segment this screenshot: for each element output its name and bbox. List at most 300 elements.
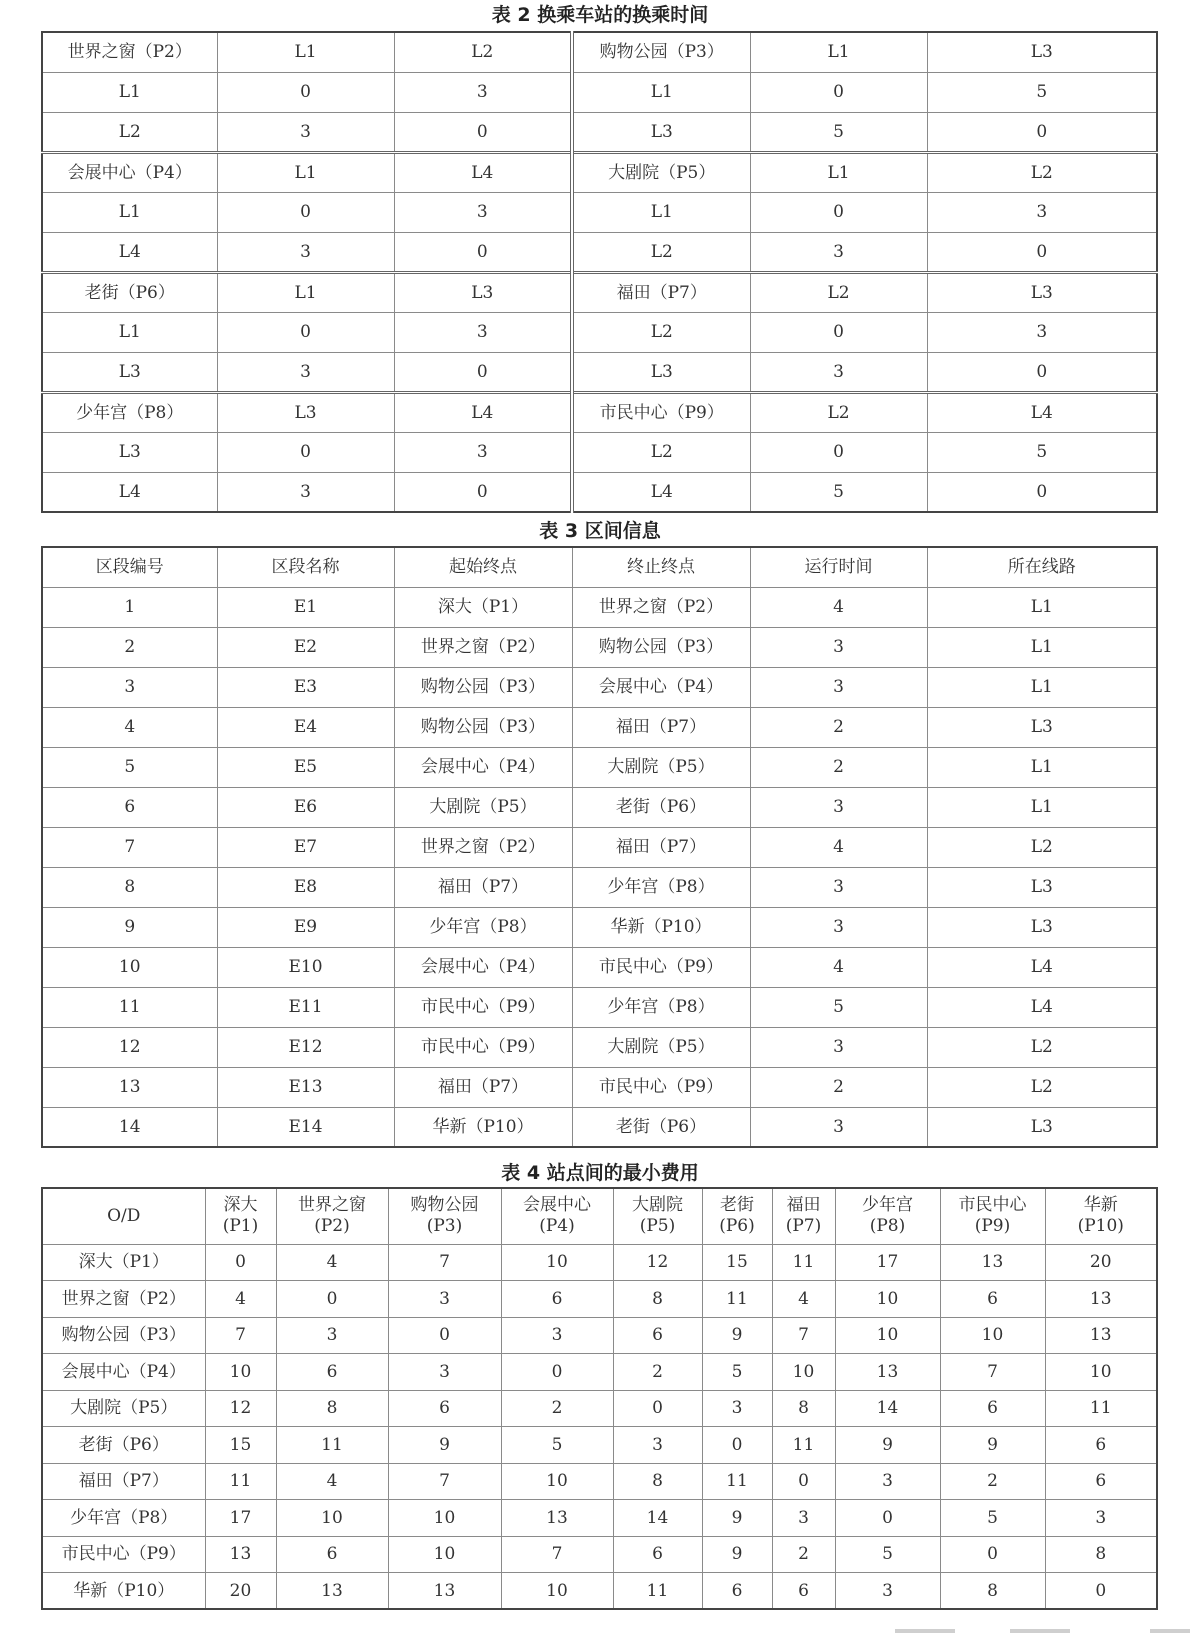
table-cell: 8 <box>772 1390 835 1427</box>
table-cell: E8 <box>217 867 394 907</box>
table-cell: L1 <box>927 667 1157 707</box>
table-cell: 3 <box>217 112 394 152</box>
table-cell: E14 <box>217 1107 394 1147</box>
table-cell: 20 <box>1045 1244 1157 1281</box>
station-code: (P9) <box>974 1216 1011 1237</box>
table-cell: L1 <box>217 272 394 312</box>
table-cell: 4 <box>276 1244 388 1281</box>
station-name: 大剧院 <box>632 1195 683 1216</box>
row-header: 市民中心（P9） <box>42 1536 205 1573</box>
table-cell: 10 <box>501 1573 613 1610</box>
table-cell: 3 <box>613 1427 702 1464</box>
segment-info-table <box>41 546 1158 1148</box>
table-cell: 13 <box>835 1354 940 1391</box>
table-cell: 9 <box>702 1317 772 1354</box>
table-cell: L3 <box>42 432 217 472</box>
table-cell: L3 <box>927 707 1157 747</box>
table-cell: 会展中心（P4） <box>394 947 572 987</box>
table2-caption: 表 2 换乘车站的换乘时间 <box>491 4 709 26</box>
table-cell: E9 <box>217 907 394 947</box>
table-cell: 13 <box>1045 1317 1157 1354</box>
table-cell: 5 <box>940 1500 1045 1537</box>
table-cell: 0 <box>927 472 1157 512</box>
table-cell: 10 <box>501 1244 613 1281</box>
table-row <box>42 1027 1157 1067</box>
station-name-cell: 福田（P7） <box>572 272 750 312</box>
table-cell: 14 <box>835 1390 940 1427</box>
table-cell: 购物公园（P3） <box>572 627 750 667</box>
row-header: 福田（P7） <box>42 1463 205 1500</box>
table-cell: 3 <box>217 232 394 272</box>
table-cell: 11 <box>276 1427 388 1464</box>
row-header: 世界之窗（P2） <box>42 1281 205 1318</box>
station-name-cell: 老街（P6） <box>42 272 217 312</box>
table-row <box>42 72 1157 112</box>
table-cell: 8 <box>276 1390 388 1427</box>
station-code: (P7) <box>785 1216 822 1237</box>
table-cell: 9 <box>702 1536 772 1573</box>
table-cell: 10 <box>835 1281 940 1318</box>
table-row <box>42 472 1157 512</box>
table-cell: 7 <box>42 827 217 867</box>
table-cell: 14 <box>42 1107 217 1147</box>
table-cell: 11 <box>702 1281 772 1318</box>
table-cell: 0 <box>217 312 394 352</box>
table-cell: L4 <box>394 392 572 432</box>
table-row <box>42 1573 1157 1610</box>
table-cell: 3 <box>750 627 927 667</box>
table-cell: 3 <box>394 192 572 232</box>
table-cell: 3 <box>394 72 572 112</box>
table-cell: 3 <box>217 472 394 512</box>
table-cell: 2 <box>750 707 927 747</box>
table-cell: L1 <box>750 152 927 192</box>
table-cell: 0 <box>1045 1573 1157 1610</box>
table-row <box>42 1281 1157 1318</box>
table-cell: 2 <box>613 1354 702 1391</box>
table-cell: 3 <box>750 907 927 947</box>
table-cell: 7 <box>388 1244 501 1281</box>
table-cell: 0 <box>927 112 1157 152</box>
table-cell: 7 <box>388 1463 501 1500</box>
table-cell: 5 <box>750 472 927 512</box>
column-header <box>940 1188 1045 1244</box>
table-cell: 5 <box>835 1536 940 1573</box>
table-cell: 2 <box>501 1390 613 1427</box>
table-row <box>42 627 1157 667</box>
table-cell: 6 <box>276 1536 388 1573</box>
table-cell: 10 <box>501 1463 613 1500</box>
table-row <box>42 947 1157 987</box>
table-cell: 0 <box>750 72 927 112</box>
table-cell: L3 <box>572 112 750 152</box>
table-row <box>42 1107 1157 1147</box>
table-cell: L2 <box>927 1027 1157 1067</box>
table-cell: 少年宫（P8） <box>394 907 572 947</box>
table-cell: E6 <box>217 787 394 827</box>
station-name-cell: 会展中心（P4） <box>42 152 217 192</box>
table-cell: 0 <box>217 192 394 232</box>
table-cell: 福田（P7） <box>394 867 572 907</box>
table-cell: 6 <box>940 1390 1045 1427</box>
table-cell: 0 <box>394 472 572 512</box>
table-cell: 11 <box>772 1427 835 1464</box>
table-cell: 3 <box>927 312 1157 352</box>
table-cell: 13 <box>205 1536 276 1573</box>
table-cell: 17 <box>835 1244 940 1281</box>
table-cell: 3 <box>388 1354 501 1391</box>
table-cell: 14 <box>613 1500 702 1537</box>
table-cell: 6 <box>42 787 217 827</box>
table-row <box>42 1244 1157 1281</box>
table-cell: E10 <box>217 947 394 987</box>
table-cell: 5 <box>927 72 1157 112</box>
table-cell: 6 <box>388 1390 501 1427</box>
table-row <box>42 987 1157 1027</box>
row-header: 华新（P10） <box>42 1573 205 1610</box>
column-header: 区段名称 <box>217 547 394 587</box>
table-cell: 0 <box>772 1463 835 1500</box>
table-cell: 6 <box>276 1354 388 1391</box>
table-row <box>42 312 1157 352</box>
table-cell: 7 <box>772 1317 835 1354</box>
table-cell: L4 <box>927 987 1157 1027</box>
table-cell: 3 <box>772 1500 835 1537</box>
table-cell: 6 <box>1045 1463 1157 1500</box>
table-cell: 4 <box>750 947 927 987</box>
table-cell: 10 <box>835 1317 940 1354</box>
table-cell: 3 <box>42 667 217 707</box>
table-cell: 12 <box>205 1390 276 1427</box>
table-cell: L2 <box>750 392 927 432</box>
table-cell: 8 <box>1045 1536 1157 1573</box>
table-cell: E2 <box>217 627 394 667</box>
table-cell: 8 <box>42 867 217 907</box>
table-cell: 3 <box>750 1107 927 1147</box>
table-cell: 老街（P6） <box>572 1107 750 1147</box>
table-cell: 0 <box>940 1536 1045 1573</box>
table-cell: L1 <box>927 747 1157 787</box>
table-cell: 2 <box>42 627 217 667</box>
table-cell: 3 <box>750 787 927 827</box>
table-cell: L4 <box>572 472 750 512</box>
table-cell: L2 <box>42 112 217 152</box>
table-cell: 少年宫（P8） <box>572 867 750 907</box>
table-cell: 3 <box>276 1317 388 1354</box>
table-cell: 10 <box>940 1317 1045 1354</box>
row-header: 购物公园（P3） <box>42 1317 205 1354</box>
table-cell: 3 <box>394 432 572 472</box>
column-header <box>276 1188 388 1244</box>
table-cell: 13 <box>501 1500 613 1537</box>
table-cell: 13 <box>276 1573 388 1610</box>
table-cell: 15 <box>702 1244 772 1281</box>
table-cell: 5 <box>501 1427 613 1464</box>
station-name: 购物公园 <box>410 1195 479 1216</box>
table-cell: 4 <box>750 827 927 867</box>
table-cell: L2 <box>572 232 750 272</box>
table-cell: 购物公园（P3） <box>394 667 572 707</box>
table-cell: 10 <box>772 1354 835 1391</box>
table-cell: L3 <box>572 352 750 392</box>
table-row <box>42 1390 1157 1427</box>
station-header-row <box>42 152 1157 192</box>
table-row <box>42 707 1157 747</box>
table-cell: 11 <box>205 1463 276 1500</box>
table-cell: 12 <box>42 1027 217 1067</box>
table-cell: 会展中心（P4） <box>572 667 750 707</box>
station-code: (P1) <box>222 1216 259 1237</box>
table-cell: L1 <box>572 192 750 232</box>
table-cell: L3 <box>927 1107 1157 1147</box>
table-cell: 5 <box>750 987 927 1027</box>
table-row <box>42 1500 1157 1537</box>
table-cell: 7 <box>501 1536 613 1573</box>
table-cell: 0 <box>702 1427 772 1464</box>
station-name: 市民中心 <box>958 1195 1027 1216</box>
table-cell: 3 <box>750 352 927 392</box>
table-cell: L1 <box>572 72 750 112</box>
table-row <box>42 747 1157 787</box>
table-cell: 大剧院（P5） <box>572 747 750 787</box>
table-cell: 7 <box>940 1354 1045 1391</box>
column-header <box>613 1188 702 1244</box>
station-header-row <box>42 32 1157 72</box>
table-cell: 11 <box>42 987 217 1027</box>
table3-caption: 表 3 区间信息 <box>539 520 661 542</box>
table-cell: 9 <box>702 1500 772 1537</box>
od-corner-cell: O/D <box>42 1188 205 1244</box>
table-cell: 福田（P7） <box>394 1067 572 1107</box>
table-cell: 4 <box>42 707 217 747</box>
table-cell: 0 <box>835 1500 940 1537</box>
row-header: 会展中心（P4） <box>42 1354 205 1391</box>
table-row <box>42 827 1157 867</box>
table-cell: 2 <box>940 1463 1045 1500</box>
table-cell: 少年宫（P8） <box>572 987 750 1027</box>
table-row <box>42 1536 1157 1573</box>
station-code: (P4) <box>539 1216 575 1237</box>
table-row <box>42 352 1157 392</box>
column-header: 区段编号 <box>42 547 217 587</box>
table-row <box>42 432 1157 472</box>
table-cell: 5 <box>927 432 1157 472</box>
table-cell: 0 <box>394 352 572 392</box>
station-code: (P6) <box>719 1216 755 1237</box>
table-cell: 6 <box>772 1573 835 1610</box>
column-header: 终止终点 <box>572 547 750 587</box>
table-row <box>42 112 1157 152</box>
table-cell: 11 <box>1045 1390 1157 1427</box>
table4-caption: 表 4 站点间的最小费用 <box>501 1162 699 1184</box>
table-cell: L3 <box>927 32 1157 72</box>
table-cell: 10 <box>388 1536 501 1573</box>
table-cell: 0 <box>276 1281 388 1318</box>
station-name: 老街 <box>720 1195 754 1216</box>
table-cell: E13 <box>217 1067 394 1107</box>
table-cell: 10 <box>205 1354 276 1391</box>
table-cell: E4 <box>217 707 394 747</box>
column-header <box>205 1188 276 1244</box>
station-code: (P3) <box>426 1216 463 1237</box>
table-cell: 3 <box>702 1390 772 1427</box>
table-cell: E12 <box>217 1027 394 1067</box>
column-header: 运行时间 <box>750 547 927 587</box>
table-cell: L1 <box>927 787 1157 827</box>
table-row <box>42 192 1157 232</box>
page-edge-mark <box>895 1629 955 1633</box>
table-cell: 7 <box>205 1317 276 1354</box>
station-header-row <box>42 272 1157 312</box>
station-header-row <box>42 392 1157 432</box>
table-cell: 福田（P7） <box>572 827 750 867</box>
table-cell: 10 <box>388 1500 501 1537</box>
table-cell: 2 <box>772 1536 835 1573</box>
table-cell: 市民中心（P9） <box>572 1067 750 1107</box>
table-cell: L3 <box>927 907 1157 947</box>
table-cell: 6 <box>940 1281 1045 1318</box>
page-edge-mark <box>1150 1629 1190 1633</box>
table-cell: 9 <box>388 1427 501 1464</box>
table-row <box>42 1067 1157 1107</box>
table-cell: 4 <box>205 1281 276 1318</box>
table-cell: 3 <box>835 1463 940 1500</box>
table-cell: L3 <box>42 352 217 392</box>
station-name-cell: 购物公园（P3） <box>572 32 750 72</box>
table-cell: 购物公园（P3） <box>394 707 572 747</box>
table-cell: L3 <box>927 867 1157 907</box>
table-cell: 福田（P7） <box>572 707 750 747</box>
table-cell: 0 <box>394 112 572 152</box>
transfer-time-table <box>41 31 1158 513</box>
table-row <box>42 1427 1157 1464</box>
column-header <box>835 1188 940 1244</box>
row-header: 深大（P1） <box>42 1244 205 1281</box>
column-header <box>501 1188 613 1244</box>
table-cell: 17 <box>205 1500 276 1537</box>
table-cell: L2 <box>394 32 572 72</box>
table-cell: L1 <box>42 72 217 112</box>
table-cell: 12 <box>613 1244 702 1281</box>
table-cell: L2 <box>572 312 750 352</box>
table-cell: L1 <box>217 32 394 72</box>
table-cell: 5 <box>42 747 217 787</box>
table-row <box>42 867 1157 907</box>
table-cell: L4 <box>927 392 1157 432</box>
table-cell: 3 <box>750 1027 927 1067</box>
table-cell: 3 <box>1045 1500 1157 1537</box>
table-cell: 3 <box>750 867 927 907</box>
table-cell: 3 <box>750 232 927 272</box>
table-cell: 8 <box>613 1281 702 1318</box>
table-cell: 4 <box>276 1463 388 1500</box>
table-cell: L3 <box>394 272 572 312</box>
table-cell: L4 <box>927 947 1157 987</box>
table-cell: 10 <box>1045 1354 1157 1391</box>
table-cell: 老街（P6） <box>572 787 750 827</box>
column-header <box>1045 1188 1157 1244</box>
table-cell: 9 <box>42 907 217 947</box>
table-cell: 3 <box>750 667 927 707</box>
table-cell: L4 <box>42 472 217 512</box>
table-cell: L2 <box>572 432 750 472</box>
table-cell: 11 <box>613 1573 702 1610</box>
table-cell: 2 <box>750 1067 927 1107</box>
table-cell: 4 <box>750 587 927 627</box>
table-cell: L1 <box>42 312 217 352</box>
table-cell: 0 <box>501 1354 613 1391</box>
table-cell: L2 <box>927 1067 1157 1107</box>
table-cell: 15 <box>205 1427 276 1464</box>
table-cell: L1 <box>750 32 927 72</box>
table-cell: L3 <box>927 272 1157 312</box>
table-cell: 13 <box>388 1573 501 1610</box>
table-cell: 3 <box>217 352 394 392</box>
column-header: 所在线路 <box>927 547 1157 587</box>
table-cell: 0 <box>217 72 394 112</box>
table-cell: 3 <box>501 1317 613 1354</box>
station-name: 华新 <box>1083 1195 1118 1216</box>
table-row <box>42 587 1157 627</box>
row-header: 大剧院（P5） <box>42 1390 205 1427</box>
table-cell: 0 <box>613 1390 702 1427</box>
table-cell: 8 <box>613 1463 702 1500</box>
table-cell: L4 <box>394 152 572 192</box>
table-cell: 0 <box>927 352 1157 392</box>
table-cell: 2 <box>750 747 927 787</box>
table-row <box>42 907 1157 947</box>
station-code: (P10) <box>1077 1216 1124 1237</box>
station-name-cell: 市民中心（P9） <box>572 392 750 432</box>
table-cell: 大剧院（P5） <box>394 787 572 827</box>
table-cell: 0 <box>927 232 1157 272</box>
station-name: 世界之窗 <box>298 1195 366 1216</box>
station-name: 福田 <box>786 1195 821 1216</box>
station-name: 深大 <box>223 1195 258 1216</box>
column-header <box>772 1188 835 1244</box>
table-cell: E7 <box>217 827 394 867</box>
station-name: 少年宫 <box>862 1195 913 1216</box>
page-edge-mark <box>1010 1629 1070 1633</box>
station-name-cell: 世界之窗（P2） <box>42 32 217 72</box>
table-cell: 世界之窗（P2） <box>394 627 572 667</box>
table-cell: 大剧院（P5） <box>572 1027 750 1067</box>
station-name-cell: 少年宫（P8） <box>42 392 217 432</box>
table-cell: 9 <box>835 1427 940 1464</box>
table-cell: 3 <box>388 1281 501 1318</box>
table-header-row <box>42 547 1157 587</box>
table-cell: 市民中心（P9） <box>394 987 572 1027</box>
table-header-row <box>42 1188 1157 1244</box>
table-cell: L1 <box>927 587 1157 627</box>
table-row <box>42 1317 1157 1354</box>
table-cell: L3 <box>217 392 394 432</box>
table-cell: 0 <box>217 432 394 472</box>
table-cell: L1 <box>217 152 394 192</box>
table-cell: 深大（P1） <box>394 587 572 627</box>
table-cell: 5 <box>702 1354 772 1391</box>
table-cell: 6 <box>501 1281 613 1318</box>
column-header <box>388 1188 501 1244</box>
table-cell: 0 <box>750 192 927 232</box>
table-cell: 6 <box>613 1536 702 1573</box>
table-cell: 3 <box>394 312 572 352</box>
table-cell: L2 <box>927 152 1157 192</box>
table-cell: 13 <box>1045 1281 1157 1318</box>
station-code: (P2) <box>314 1216 350 1237</box>
table-cell: 13 <box>42 1067 217 1107</box>
table-cell: 10 <box>276 1500 388 1537</box>
